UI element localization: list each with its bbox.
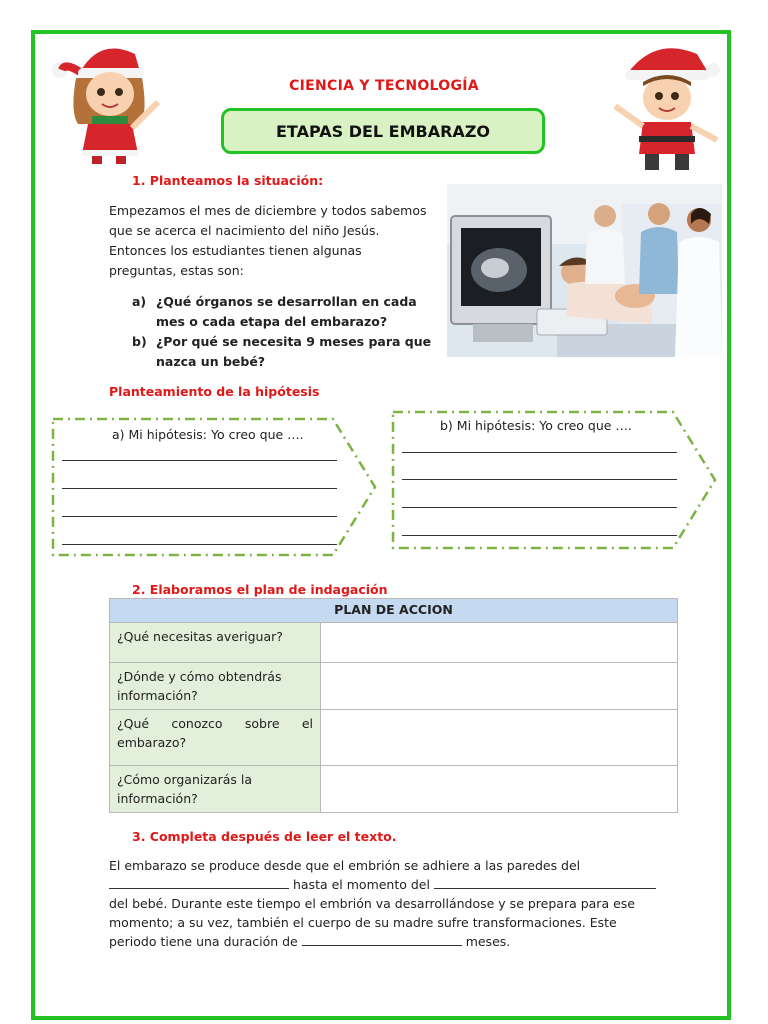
ultrasound-photo <box>447 184 722 357</box>
blank-field[interactable] <box>434 876 656 889</box>
paragraph-line <box>109 875 669 894</box>
plan-question: ¿Dónde y cómo obtendrás información? <box>110 663 321 710</box>
page-title: ETAPAS DEL EMBARAZO <box>221 108 545 154</box>
plan-answer-cell[interactable] <box>321 623 678 663</box>
plan-question: ¿Cómo organizarás la información? <box>110 766 321 813</box>
hypothesis-a-label: a) Mi hipótesis: Yo creo que …. <box>112 427 304 442</box>
plan-answer-cell[interactable] <box>321 766 678 813</box>
table-row <box>110 623 678 663</box>
plan-question: ¿Qué conozco sobre el embarazo? <box>110 710 321 766</box>
question-list <box>132 292 432 372</box>
intro-line: preguntas, estas son: <box>109 263 244 278</box>
plan-answer-cell[interactable] <box>321 663 678 710</box>
fill-in-paragraph <box>109 856 669 951</box>
answer-line <box>62 460 337 461</box>
paragraph-text: meses. <box>461 934 511 949</box>
plan-answer-cell[interactable] <box>321 710 678 766</box>
blank-field[interactable] <box>302 933 462 946</box>
paragraph-line: del bebé. Durante este tiempo el embrión va desarrollándose y se prepara para ese <box>109 896 635 911</box>
blank-field[interactable] <box>109 876 289 889</box>
table-row <box>110 663 678 710</box>
paragraph-text: hasta el momento del <box>289 877 434 892</box>
santa-boy-illustration <box>605 36 725 176</box>
section3-heading: 3. Completa después de leer el texto. <box>132 829 397 844</box>
plan-question: ¿Qué necesitas averiguar? <box>110 623 321 663</box>
table-row <box>110 710 678 766</box>
section2-heading: 2. Elaboramos el plan de indagación <box>132 582 388 597</box>
section1-heading: 1. Planteamos la situación: <box>132 173 324 188</box>
paragraph-line <box>109 932 669 951</box>
answer-line <box>402 452 677 453</box>
question-text: ¿Qué órganos se desarrollan en cada mes o cada etapa del embarazo? <box>156 294 417 329</box>
hypothesis-b-label: b) Mi hipótesis: Yo creo que …. <box>440 418 632 433</box>
subject-title: CIENCIA Y TECNOLOGÍA <box>289 78 479 94</box>
question-item <box>132 332 432 372</box>
santa-girl-illustration <box>40 32 170 167</box>
action-plan-table <box>109 598 678 813</box>
answer-line <box>402 479 677 480</box>
question-marker: b) <box>132 334 147 349</box>
question-marker: a) <box>132 294 147 309</box>
intro-line: Entonces los estudiantes tienen algunas <box>109 243 362 258</box>
paragraph-line: El embarazo se produce desde que el embrión se adhiere a las paredes del <box>109 858 581 873</box>
answer-line <box>62 488 337 489</box>
paragraph-line: momento; a su vez, también el cuerpo de su madre sufre transformaciones. Este <box>109 915 617 930</box>
table-row <box>110 766 678 813</box>
answer-line <box>402 507 677 508</box>
hypothesis-heading: Planteamiento de la hipótesis <box>109 384 320 399</box>
answer-line <box>402 535 677 536</box>
section1-intro <box>109 201 439 281</box>
intro-line: Empezamos el mes de diciembre y todos sabemos <box>109 203 427 218</box>
question-text: ¿Por qué se necesita 9 meses para que nazca un bebé? <box>156 334 432 369</box>
table-header: PLAN DE ACCION <box>110 599 678 623</box>
question-item <box>132 292 432 332</box>
answer-line <box>62 544 337 545</box>
intro-line: que se acerca el nacimiento del niño Jesús. <box>109 223 380 238</box>
paragraph-text: periodo tiene una duración de <box>109 934 302 949</box>
answer-line <box>62 516 337 517</box>
